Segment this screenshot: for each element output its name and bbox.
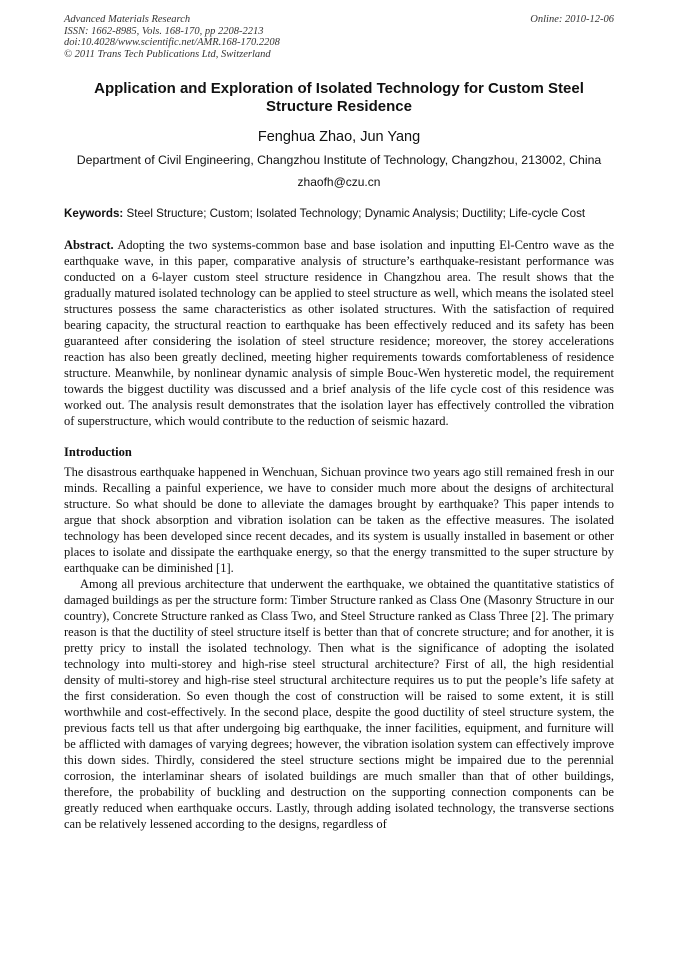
paper-page: [64, 14, 614, 832]
abstract-label: Abstract.: [64, 237, 114, 252]
copyright-line: © 2011 Trans Tech Publications Ltd, Switzerland: [64, 48, 271, 60]
journal-header: [64, 14, 614, 60]
author-email: zhaofh@czu.cn: [297, 175, 381, 189]
keywords-text: Steel Structure; Custom; Isolated Technology; Dynamic Analysis; Ductility; Life-cycle Cost: [126, 207, 586, 220]
paper-authors: Fenghua Zhao, Jun Yang: [257, 129, 421, 145]
abstract-text: Adopting the two systems-common base and base isolation and inputting El-Centro wave as the earthquake wave, in this paper, comparative analysis of structure’s earthquake-resistant performance was conducted on a 6-layer custom steel structure residence in Changzhou area. The result shows that the gradually matured isolated technology can be applied to steel structure as well, which means the isolated steel structures possess the same characteristics as other isolated structures. With the satisfaction of required bearing capacity, the structural reaction to earthquake has been effectively reduced and its safety has been guaranteed after considering the isolation of steel structure residence; moreover, the storey accelerations reaction has also been greatly declined, meeting higher requirements towards comfortableness of residence structure. Meanwhile, by nonlinear dynamic analysis of simple Bouc-Wen hysteretic model, the requirement towards the biggest ductility was discussed and a brief analysis of the life cycle cost of this residence was worked out. The analysis result demonstrates that the isolation layer has effectively controlled the vibration of superstructure, which would contribute to the reduction of seismic hazard.: [64, 237, 614, 428]
introduction-heading: Introduction: [64, 444, 132, 459]
author-affiliation: Department of Civil Engineering, Changzhou Institute of Technology, Changzhou, 213002, China: [76, 153, 602, 167]
journal-name: Advanced Materials Research: [64, 14, 191, 25]
abstract: [64, 237, 614, 429]
online-date: Online: 2010-12-06: [530, 14, 614, 25]
keywords-label: Keywords:: [64, 207, 124, 220]
introduction-paragraph-1: The disastrous earthquake happened in Wenchuan, Sichuan province two years ago still remained fresh in our minds. Recalling a painful experience, we have to consider much more about the designs of architectural structure. So what should be done to alleviate the damages brought by earthquake? This paper intends to argue that shock absorption and vibration isolation can be taken as the effective measures. The isolated technology has been developed since recent decades, and its system is usually installed in basement or other places to isolate and dissipate the earthquake energy, so that the energy transmitted to the super structure by earthquake can be diminished [1].: [64, 464, 614, 575]
paper-title: Application and Exploration of Isolated Technology for Custom Steel Structure Residence: [94, 80, 584, 115]
introduction-paragraph-2: Among all previous architecture that underwent the earthquake, we obtained the quantitative statistics of damaged buildings as per the structure form: Timber Structure ranked as Class One (Masonry Structure in our country), Concrete Structure ranked as Class Two, and Steel Structure ranked as Class Three [2]. The primary reason is that the ductility of steel structure itself is better than that of concrete structure; and for another, it is pretty pricy to install the isolated technology. Then what is the significance of adopting the isolated technology into multi-storey and high-rise steel structural architecture? First of all, the high residential density of multi-storey and high-rise steel structural architecture requires us to put the people’s life safety at the first consideration. So even though the cost of construction will be raised to some extent, it is still worthwhile and cost-effectively. In the second place, despite the good ductility of steel structure system, the previous facts tell us that after undergoing big earthquake, the inner facilities, equipment, and furniture will be afflicted with damages of varying degrees; however, the vibration isolation system can effectively improve this down sides. Thirdly, considered the steel structure sections might be impaired due to the perennial corrosion, the interlaminar shears of isolated buildings are much smaller than that of other buildings, therefore, the probability of buckling and destruction on the supporting connection components can be greatly reduced when earthquake occurs. Lastly, through adding isolated technology, the transverse sections can be relatively lessened according to the designs, regardless of: [64, 576, 614, 831]
issn-line: ISSN: 1662-8985, Vols. 168-170, pp 2208-2213: [64, 25, 264, 37]
doi-line: doi:10.4028/www.scientific.net/AMR.168-170.2208: [64, 37, 280, 48]
keywords: [64, 206, 614, 222]
